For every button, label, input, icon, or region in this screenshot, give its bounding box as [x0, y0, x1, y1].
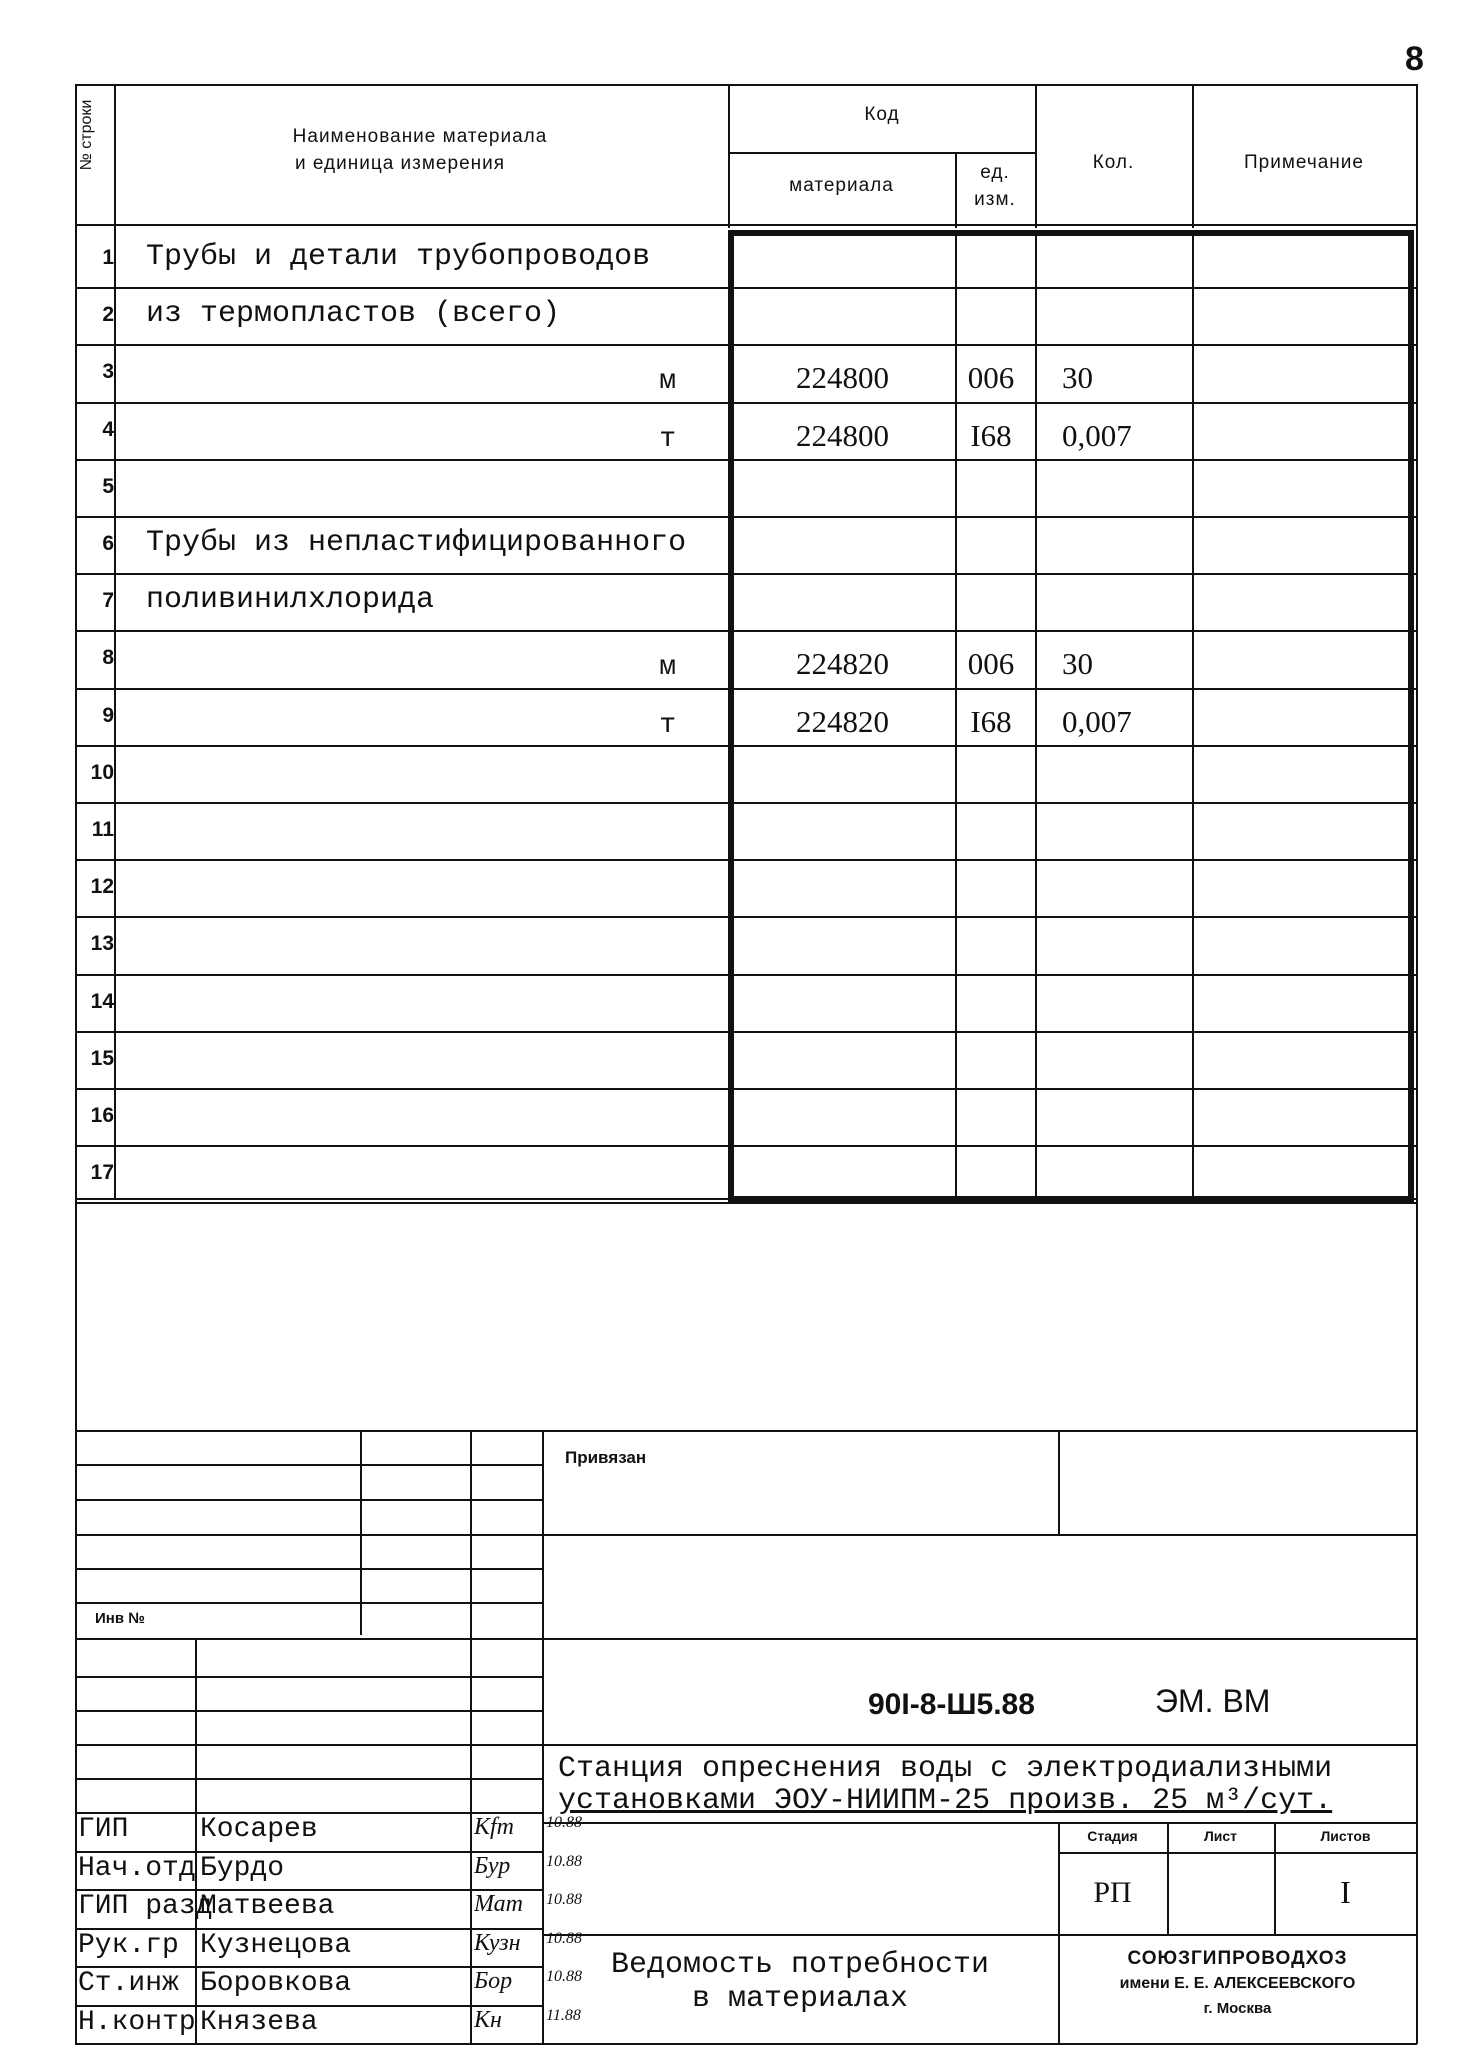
sheets-value: I	[1340, 1874, 1351, 1910]
signature-date: 10.88	[546, 1891, 582, 1908]
unit-header-line2: изм.	[974, 189, 1016, 210]
stamp-h-stage	[1058, 1852, 1417, 1854]
row-number: 10	[90, 760, 114, 784]
row-divider	[75, 745, 1417, 747]
quantity: 0,007	[1062, 417, 1132, 453]
stamp-left-h5	[75, 1602, 542, 1604]
inventory-number-label: Инв №	[95, 1610, 145, 1627]
qty-header: Кол.	[1092, 152, 1135, 173]
signature: Кн	[474, 2006, 502, 2033]
document-mark: ЭМ. ВМ	[1155, 1683, 1271, 1719]
project-title-line2: установками ЭОУ-НИИПМ-25 произв. 25 м³/сут.	[558, 1784, 1333, 1818]
stamp-left-h10	[75, 1778, 542, 1780]
row-number: 7	[102, 589, 114, 613]
signature: Бур	[474, 1852, 511, 1879]
signature-date: 10.88	[546, 1852, 582, 1870]
document-title-line2: в материалах	[691, 1982, 909, 2016]
row-divider	[75, 1031, 1417, 1033]
signature-date: 10.88	[546, 1929, 582, 1947]
rows-bottom-line	[75, 1198, 1417, 1200]
unit-code: 006	[967, 360, 1015, 396]
signer-row-divider	[75, 2043, 542, 2045]
row-divider	[75, 1088, 1417, 1090]
sheets-label: Листов	[1320, 1828, 1371, 1844]
col-line-qty	[1192, 230, 1194, 1196]
unit-code: I68	[970, 417, 1012, 453]
stamp-top-line	[75, 1430, 1417, 1432]
organization-line3: г. Москва	[1203, 2000, 1272, 2017]
row-number: 4	[102, 417, 114, 441]
row-number: 12	[90, 875, 114, 899]
signer-role: Рук.гр	[78, 1929, 179, 1961]
signer-role: Н.контр	[78, 2006, 196, 2038]
material-name: Трубы и детали трубопроводов	[146, 240, 651, 274]
material-name: Трубы из непластифицированного	[146, 526, 687, 560]
unit-of-measure: т	[659, 423, 676, 455]
stamp-right-h3	[542, 1744, 1417, 1746]
stamp-right-h5	[542, 1934, 1417, 1936]
row-number: 9	[102, 703, 114, 727]
stamp-right-h4	[542, 1822, 1417, 1824]
quantity: 30	[1062, 360, 1093, 396]
note-header: Примечание	[1244, 152, 1364, 173]
stage-value: РП	[1093, 1876, 1132, 1909]
row-number: 16	[90, 1104, 114, 1127]
quantity: 0,007	[1062, 703, 1132, 739]
col-line-ed	[1035, 230, 1037, 1196]
signer-role: Ст.инж	[78, 1968, 179, 1999]
row-divider	[75, 516, 1417, 518]
row-number: 11	[91, 818, 114, 841]
signer-name: Кузнецова	[200, 1929, 352, 1961]
code-split-line	[728, 152, 1036, 154]
stamp-left-h4	[75, 1568, 542, 1570]
row-divider	[75, 344, 1417, 346]
signature: Мат	[474, 1891, 523, 1917]
frame-right	[1416, 84, 1418, 2044]
name-header-line1: Наименование материала	[292, 126, 548, 147]
signer-role: Нач.отд	[78, 1852, 196, 1884]
material-header: материала	[789, 175, 894, 196]
unit-code: I68	[970, 703, 1012, 739]
stamp-left-h2	[75, 1499, 542, 1501]
unit-of-measure: т	[659, 709, 676, 741]
row-number: 6	[102, 532, 114, 555]
material-code: 224820	[796, 703, 889, 739]
stamp-left-h9	[75, 1744, 542, 1746]
stamp-right-h1	[542, 1534, 1417, 1536]
unit-of-measure: м	[659, 366, 676, 398]
signer-role: ГИП	[78, 1814, 129, 1845]
row-divider	[75, 974, 1417, 976]
row-number: 17	[90, 1161, 114, 1185]
stamp-left-h1	[75, 1464, 542, 1466]
name-header-line2: и единица измерения	[294, 153, 506, 174]
frame-top	[75, 84, 1417, 86]
stamp-left-v0	[195, 1640, 197, 2043]
row-number: 13	[90, 932, 114, 956]
row-number: 8	[102, 646, 114, 670]
stamp-left-h7	[75, 1676, 542, 1678]
code-header: Код	[864, 104, 900, 125]
row-divider	[75, 1202, 1417, 1204]
document-title-line1: Ведомость потребности	[610, 1948, 990, 1982]
row-number: 1	[102, 246, 114, 269]
row-divider	[75, 402, 1417, 404]
stamp-left-v2	[470, 1430, 472, 2043]
signer-name: Матвеева	[200, 1891, 335, 1922]
stamp-left-h6	[75, 1638, 542, 1640]
signature-date: 11.88	[546, 2006, 581, 2024]
material-code: 224800	[796, 417, 889, 453]
row-divider	[75, 630, 1417, 632]
row-number: 5	[102, 474, 114, 498]
organization-line2: имени Е. Е. АЛЕКСЕЕВСКОГО	[1119, 1975, 1356, 1992]
row-number: 15	[90, 1046, 114, 1070]
row-divider	[75, 287, 1417, 289]
row-divider	[75, 802, 1417, 804]
row-number-header: № строки	[78, 99, 95, 171]
signer-name: Боровкова	[200, 1968, 352, 1999]
row-divider	[75, 688, 1417, 690]
row-divider	[75, 916, 1417, 918]
stamp-left-h3	[75, 1534, 542, 1536]
header-bottom-line	[75, 224, 1417, 226]
quantity: 30	[1062, 646, 1093, 682]
row-number: 14	[90, 989, 114, 1013]
privyazan-label: Привязан	[565, 1448, 647, 1467]
signature: Kfm	[474, 1814, 515, 1840]
row-divider	[75, 1145, 1417, 1147]
row-divider	[75, 859, 1417, 861]
unit-of-measure: м	[659, 652, 676, 684]
material-name: из термопластов (всего)	[146, 297, 561, 332]
stamp-left-h8	[75, 1710, 542, 1712]
organization-line1: СОЮЗГИПРОВОДХОЗ	[1127, 1948, 1348, 1969]
signature-date: 10.88	[546, 1814, 582, 1831]
row-divider	[75, 459, 1417, 461]
row-number: 2	[102, 303, 114, 327]
page-number: 8	[1405, 40, 1424, 78]
material-name: поливинилхлорида	[146, 583, 435, 618]
stamp-right-v-privyazan	[1058, 1430, 1060, 1534]
signer-name: Косарев	[200, 1814, 318, 1845]
unit-header-line1: ед.	[980, 162, 1010, 183]
signature-date: 10.88	[546, 1968, 582, 1985]
row-number: 3	[102, 360, 114, 384]
document-code: 90I-8-Ш5.88	[868, 1688, 1035, 1721]
project-title-line1: Станция опреснения воды с электродиализными	[558, 1752, 1333, 1786]
signature: Кузн	[474, 1929, 521, 1956]
stamp-right-h2	[542, 1638, 1417, 1640]
stamp-left-v1	[360, 1430, 362, 1635]
stage-label: Стадия	[1087, 1828, 1138, 1844]
signer-name: Бурдо	[200, 1852, 285, 1884]
signer-name: Князева	[200, 2006, 318, 2038]
signature: Бор	[474, 1968, 513, 1994]
row-divider	[75, 573, 1417, 575]
material-code: 224800	[796, 360, 889, 396]
unit-code: 006	[967, 646, 1015, 682]
material-code: 224820	[796, 646, 889, 682]
frame-left	[75, 84, 77, 2044]
sheet-label: Лист	[1203, 1828, 1238, 1844]
signer-role: ГИП разд	[78, 1891, 213, 1922]
